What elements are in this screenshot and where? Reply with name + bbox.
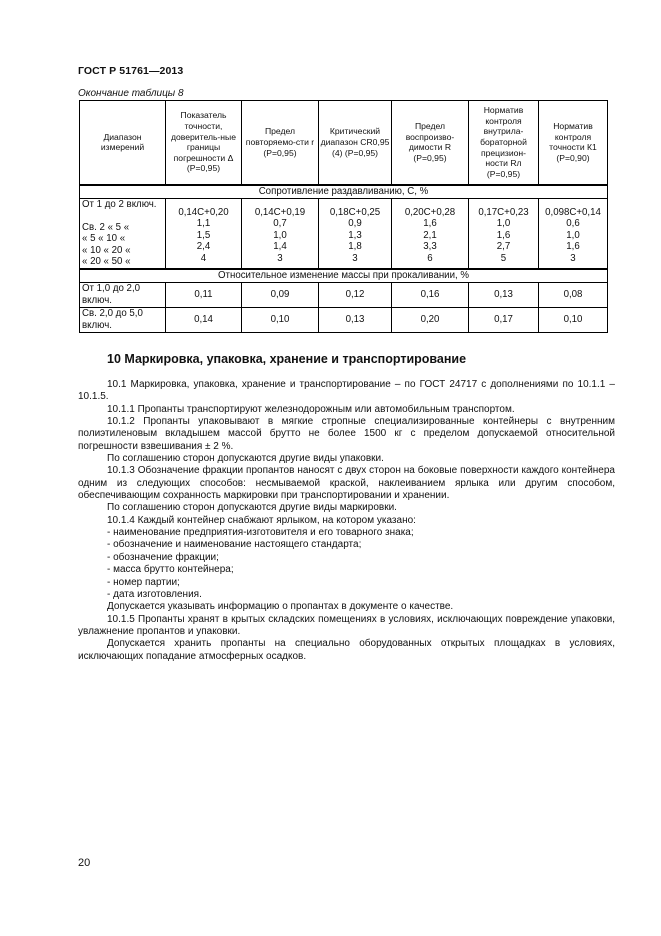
value-cell <box>319 198 392 269</box>
value-cell: 0,13 <box>469 282 539 307</box>
value: 3,3 <box>423 241 437 253</box>
precision-table <box>79 100 608 333</box>
section-title-mass: Относительное изменение массы при прокаливании, % <box>80 269 608 283</box>
list-item: - масса брутто контейнера; <box>107 564 234 576</box>
value: 3 <box>352 253 358 265</box>
value: 0,14C+0,19 <box>254 206 306 218</box>
paragraph: 10.1 Маркировка, упаковка, хранение и транспортирование – по ГОСТ 24717 с дополнениями по 10.1.1 – 10.1.5. <box>78 379 615 403</box>
list-item: - обозначение и наименование настоящего стандарта; <box>107 539 362 551</box>
value: 0,20C+0,28 <box>404 206 456 218</box>
range-cell: Св. 2,0 до 5,0 включ. <box>80 307 166 332</box>
value-cell <box>539 198 608 269</box>
col-header-reproducibility: Предел воспроизво-димости R (P=0,95) <box>392 101 469 185</box>
value-cell: 0,14 <box>166 307 242 332</box>
value-cell: 0,11 <box>166 282 242 307</box>
value: 1,0 <box>566 229 580 241</box>
value-cell: 0,12 <box>319 282 392 307</box>
paragraph: Допускается указывать информацию о пропантах в документе о качестве. <box>107 601 454 613</box>
range-line: « 5 « 10 « <box>82 233 126 245</box>
table-caption: Окончание таблицы 8 <box>78 88 184 99</box>
value: 1,0 <box>273 229 287 241</box>
col-header-intralab-precision: Норматив контроля внутрила-бораторной прецизион-ности Rл (P=0,95) <box>469 101 539 185</box>
value-cell: 0,10 <box>242 307 319 332</box>
paragraph: 10.1.4 Каждый контейнер снабжают ярлыком, на котором указано: <box>107 514 416 526</box>
value: 0,9 <box>348 218 362 230</box>
col-header-critical-range: Критический диапазон CR0,95 (4) (P=0,95) <box>319 101 392 185</box>
col-header-range: Диапазон измерений <box>80 101 166 185</box>
value-cell: 0,20 <box>392 307 469 332</box>
paragraph: Допускается хранить пропанты на специально оборудованных открытых площадках в условиях, исключающих попадание атмосферных осадков. <box>78 638 615 662</box>
list-item: - дата изготовления. <box>107 588 202 600</box>
value: 1,8 <box>348 241 362 253</box>
paragraph: 10.1.3 Обозначение фракции пропантов наносят с двух сторон на боковые поверхности каждого контейнера одним из следующих способов: несмываемой краской, наклеиванием ярлыка или другим способом, обеспечивающим сохранность маркировки при транспортировании и хранении. <box>78 465 615 502</box>
value: 3 <box>570 253 576 265</box>
value: 3 <box>277 253 283 265</box>
value-cell <box>242 198 319 269</box>
value-cell <box>166 198 242 269</box>
value: 2,7 <box>496 241 511 253</box>
value: 0,6 <box>566 218 580 230</box>
value: 1,6 <box>566 241 580 253</box>
value: 1,6 <box>423 218 437 230</box>
range-line: « 20 « 50 « <box>82 256 131 268</box>
value: 0,17C+0,23 <box>478 206 529 218</box>
paragraph: По соглашению сторон допускаются другие виды маркировки. <box>107 502 397 514</box>
value: 1,5 <box>196 229 211 241</box>
section-row <box>80 269 608 283</box>
value: 2,4 <box>196 241 211 253</box>
value: 1,0 <box>496 218 511 230</box>
value-cell: 0,17 <box>469 307 539 332</box>
section-row <box>80 185 608 199</box>
section-heading: 10 Маркировка, упаковка, хранение и транспортирование <box>107 352 467 366</box>
col-header-accuracy: Показатель точности, доверитель-ные границы погрешности Δ (P=0,95) <box>166 101 242 185</box>
list-item: - обозначение фракции; <box>107 551 219 563</box>
col-header-accuracy-control: Норматив контроля точности К1 (P=0,90) <box>539 101 608 185</box>
value-cell <box>392 198 469 269</box>
table-row <box>80 282 608 307</box>
value-cell: 0,09 <box>242 282 319 307</box>
value-cell: 0,08 <box>539 282 608 307</box>
value: 2,1 <box>423 229 437 241</box>
value: 5 <box>500 253 507 265</box>
value: 1,4 <box>273 241 287 253</box>
paragraph: 10.1.2 Пропанты упаковывают в мягкие стропные специализированные контейнеры с внутренним полиэтиленовым вкладышем массой брутто не более 1500 кг с пределом допускаемой относительной погрешности взвешивания ± 2 %. <box>78 416 615 452</box>
value-cell: 0,13 <box>319 307 392 332</box>
list-item: - наименование предприятия-изготовителя и его товарного знака; <box>107 527 414 539</box>
table-row <box>80 198 608 269</box>
list-item: - номер партии; <box>107 576 180 588</box>
value: 0,7 <box>273 218 287 230</box>
value-cell: 0,16 <box>392 282 469 307</box>
col-header-repeatability: Предел повторяемо-сти r (P=0,95) <box>242 101 319 185</box>
paragraph: По соглашению сторон допускаются другие виды упаковки. <box>107 453 384 465</box>
value-cell: 0,10 <box>539 307 608 332</box>
value: 6 <box>427 253 433 265</box>
section-title-crush: Сопротивление раздавливанию, C, % <box>80 185 608 199</box>
range-line: « 10 « 20 « <box>82 244 131 256</box>
value: 0,14C+0,20 <box>178 206 229 218</box>
section-body <box>78 379 615 663</box>
value: 0,098C+0,14 <box>545 206 601 218</box>
page-number: 20 <box>78 857 91 869</box>
range-cell <box>80 198 166 269</box>
range-cell: От 1,0 до 2,0 включ. <box>80 282 166 307</box>
value: 1,3 <box>348 229 362 241</box>
value: 0,18C+0,25 <box>329 206 381 218</box>
range-line: От 1 до 2 включ. <box>82 198 157 210</box>
paragraph: 10.1.5 Пропанты хранят в крытых складских помещениях в условиях, исключающих повреждение упаковки, увлажнение пропантов и упаковки. <box>78 613 615 637</box>
table-header-row <box>80 101 608 185</box>
table-row <box>80 307 608 332</box>
range-line: Св. 2 « 5 « <box>82 221 130 233</box>
document-header: ГОСТ Р 51761—2013 <box>78 65 184 77</box>
value-cell <box>469 198 539 269</box>
paragraph: 10.1.1 Пропанты транспортируют железнодорожным или автомобильным транспортом. <box>107 403 515 415</box>
value: 4 <box>200 253 207 265</box>
value: 1,6 <box>496 229 511 241</box>
value: 1,1 <box>196 218 211 230</box>
